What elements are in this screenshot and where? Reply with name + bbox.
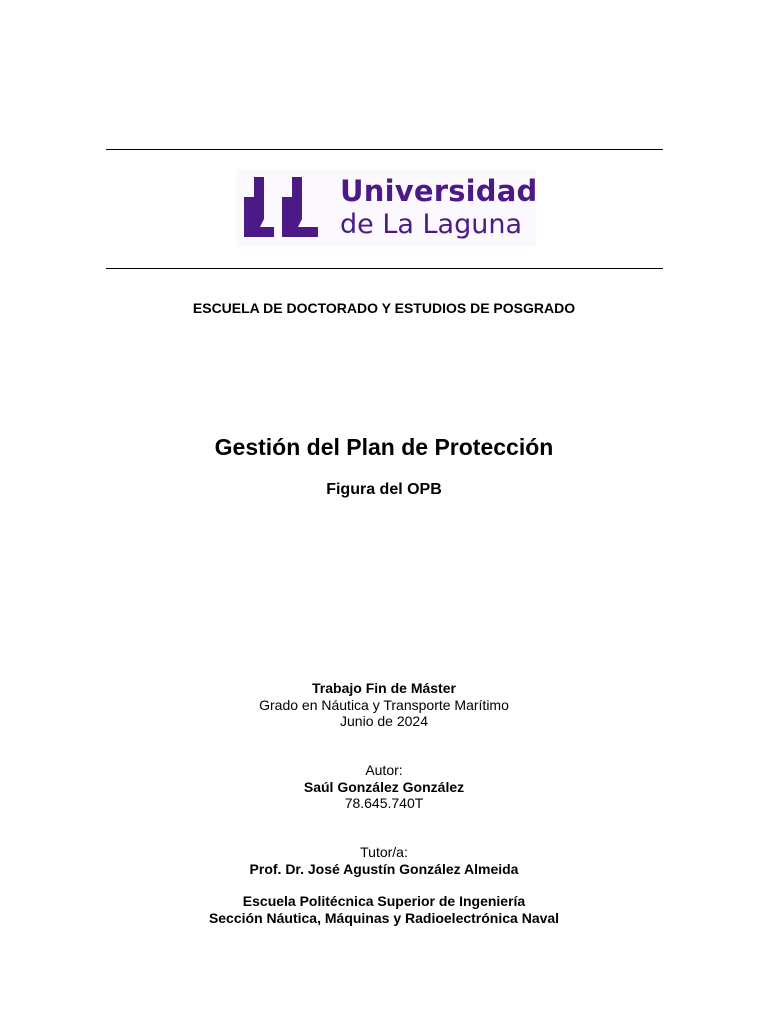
document-subtitle: Figura del OPB	[326, 481, 442, 498]
university-name	[340, 175, 538, 238]
university-name-line1: Universidad	[340, 174, 538, 208]
top-divider	[106, 149, 663, 150]
thesis-info	[0, 680, 768, 730]
institution-info	[0, 893, 768, 926]
institution-school: Escuela Politécnica Superior de Ingeniería	[242, 893, 526, 909]
document-title: Gestión del Plan de Protección	[214, 434, 554, 460]
doctoral-school-heading: ESCUELA DE DOCTORADO Y ESTUDIOS DE POSGRADO	[192, 300, 576, 316]
author-label: Autor:	[365, 762, 403, 778]
ull-logo-icon	[242, 175, 322, 241]
thesis-date: Junio de 2024	[340, 713, 428, 729]
university-logo	[236, 169, 536, 247]
author-info	[0, 762, 768, 812]
author-id: 78.645.740T	[344, 795, 424, 811]
tutor-info	[0, 844, 768, 877]
degree-name: Grado en Náutica y Transporte Marítimo	[259, 696, 509, 713]
university-name-line2: de La Laguna	[340, 209, 522, 240]
tutor-label: Tutor/a:	[360, 844, 408, 860]
thesis-type: Trabajo Fin de Máster	[312, 680, 456, 696]
author-name: Saúl González González	[303, 778, 465, 795]
tutor-name: Prof. Dr. José Agustín González Almeida	[249, 860, 519, 877]
bottom-divider	[106, 268, 663, 269]
institution-section: Sección Náutica, Máquinas y Radioelectrónica Naval	[208, 909, 560, 926]
